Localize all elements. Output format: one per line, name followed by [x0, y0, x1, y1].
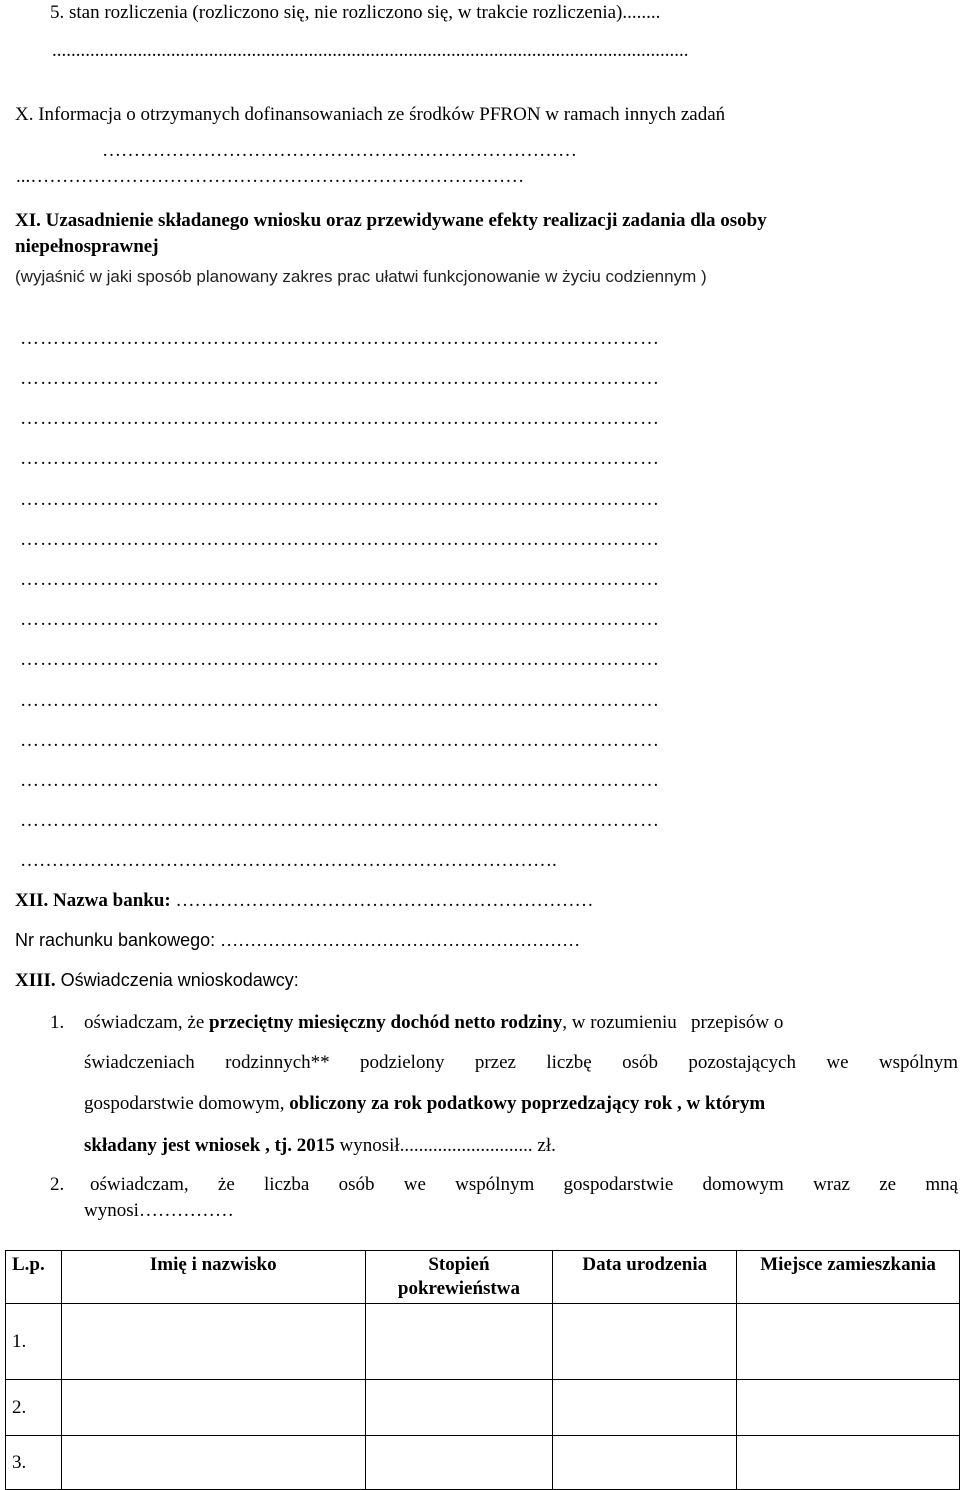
household-count-field[interactable]: wynosi……………: [84, 1200, 234, 1221]
section-x-dots-2: ...……………………………………………………………………: [16, 166, 525, 187]
cell-residence[interactable]: [737, 1304, 960, 1380]
cell-birth-date[interactable]: [553, 1304, 737, 1380]
justification-line[interactable]: ……………………………………………………………………………………: [20, 448, 660, 469]
statement-1-number: 1.: [50, 1012, 65, 1033]
row-number: 2.: [6, 1380, 62, 1436]
statement-2-line1: oświadczam, że liczba osób we wspólnym gospodarstwie domowym wraz ze mną: [90, 1174, 959, 1195]
section5-line2: ......................................................................................................................................: [52, 40, 689, 61]
statement-1-line4: składany jest wniosek , tj. 2015 wynosił............................ zł.: [84, 1135, 556, 1156]
cell-name[interactable]: [61, 1304, 365, 1380]
cell-residence[interactable]: [737, 1380, 960, 1436]
justification-line[interactable]: ……………………………………………………………………………………: [20, 690, 660, 711]
cell-relationship[interactable]: [365, 1304, 553, 1380]
income-field[interactable]: wynosił............................ zł.: [334, 1135, 556, 1156]
bank-name-field[interactable]: …………………………………………………………: [175, 890, 594, 911]
header-name: Imię i nazwisko: [61, 1251, 365, 1304]
statement-1-line3: gospodarstwie domowym, obliczony za rok podatkowy poprzedzający rok , w którym: [84, 1093, 766, 1114]
cell-relationship[interactable]: [365, 1436, 553, 1490]
statement-1-line1: oświadczam, że przeciętny miesięczny dochód netto rodziny, w rozumieniu przepisów o: [84, 1012, 784, 1033]
section-x-dots-1: …………………………………………………………………: [102, 140, 577, 161]
account-number-row: [15, 930, 580, 951]
section-x-title: X. Informacja o otrzymanych dofinansowaniach ze środków PFRON w ramach innych zadań: [15, 104, 726, 125]
justification-line[interactable]: ……………………………………………………………………………………: [20, 730, 660, 751]
section-xi-title-line1: XI. Uzasadnienie składanego wniosku oraz przewidywane efekty realizacji zadania dla osoby: [15, 210, 767, 231]
header-lp: L.p.: [6, 1251, 62, 1304]
justification-line[interactable]: ……………………………………………………………………………………: [20, 770, 660, 791]
household-members-table: [5, 1250, 960, 1490]
header-birth-date: Data urodzenia: [553, 1251, 737, 1304]
justification-line[interactable]: ……………………………………………………………………………………: [20, 328, 660, 349]
header-relationship: Stopień pokrewieństwa: [365, 1251, 553, 1304]
account-number-label: Nr rachunku bankowego:: [15, 930, 216, 950]
justification-line[interactable]: ……………………………………………………………………………………: [20, 609, 660, 630]
bank-name-label: XII. Nazwa banku:: [15, 890, 171, 911]
table-row: [6, 1436, 960, 1490]
table-row: [6, 1380, 960, 1436]
justification-line[interactable]: ……………………………………………………………………………………: [20, 489, 660, 510]
justification-line[interactable]: ……………………………………………………………………………………: [20, 368, 660, 389]
row-number: 1.: [6, 1304, 62, 1380]
cell-name[interactable]: [61, 1436, 365, 1490]
justification-last-line[interactable]: ………………………………………………………………………….: [20, 850, 557, 871]
table-header-row: [6, 1251, 960, 1304]
justification-line[interactable]: ……………………………………………………………………………………: [20, 529, 660, 550]
table-row: [6, 1304, 960, 1380]
justification-line[interactable]: ……………………………………………………………………………………: [20, 408, 660, 429]
account-number-field[interactable]: ……………………………………………………: [220, 930, 581, 950]
row-number: 3.: [6, 1436, 62, 1490]
bank-name-row: [15, 890, 593, 912]
cell-residence[interactable]: [737, 1436, 960, 1490]
justification-line[interactable]: ……………………………………………………………………………………: [20, 649, 660, 670]
cell-relationship[interactable]: [365, 1380, 553, 1436]
header-residence: Miejsce zamieszkania: [737, 1251, 960, 1304]
section-xi-title-line2: niepełnosprawnej: [15, 236, 159, 257]
statement-1-line2: świadczeniach rodzinnych** podzielony przez liczbę osób pozostających we wspólnym: [84, 1052, 959, 1073]
cell-birth-date[interactable]: [553, 1380, 737, 1436]
section5-line1: 5. stan rozliczenia (rozliczono się, nie rozliczono się, w trakcie rozliczenia)........: [50, 2, 661, 23]
justification-line[interactable]: ……………………………………………………………………………………: [20, 810, 660, 831]
justification-line[interactable]: ……………………………………………………………………………………: [20, 569, 660, 590]
section-xiii-title: XIII. Oświadczenia wnioskodawcy:: [15, 970, 299, 991]
cell-name[interactable]: [61, 1380, 365, 1436]
statement-2-number: 2.: [50, 1174, 65, 1195]
cell-birth-date[interactable]: [553, 1436, 737, 1490]
section-xi-subtitle: (wyjaśnić w jaki sposób planowany zakres prac ułatwi funkcjonowanie w życiu codziennym ): [15, 267, 707, 286]
